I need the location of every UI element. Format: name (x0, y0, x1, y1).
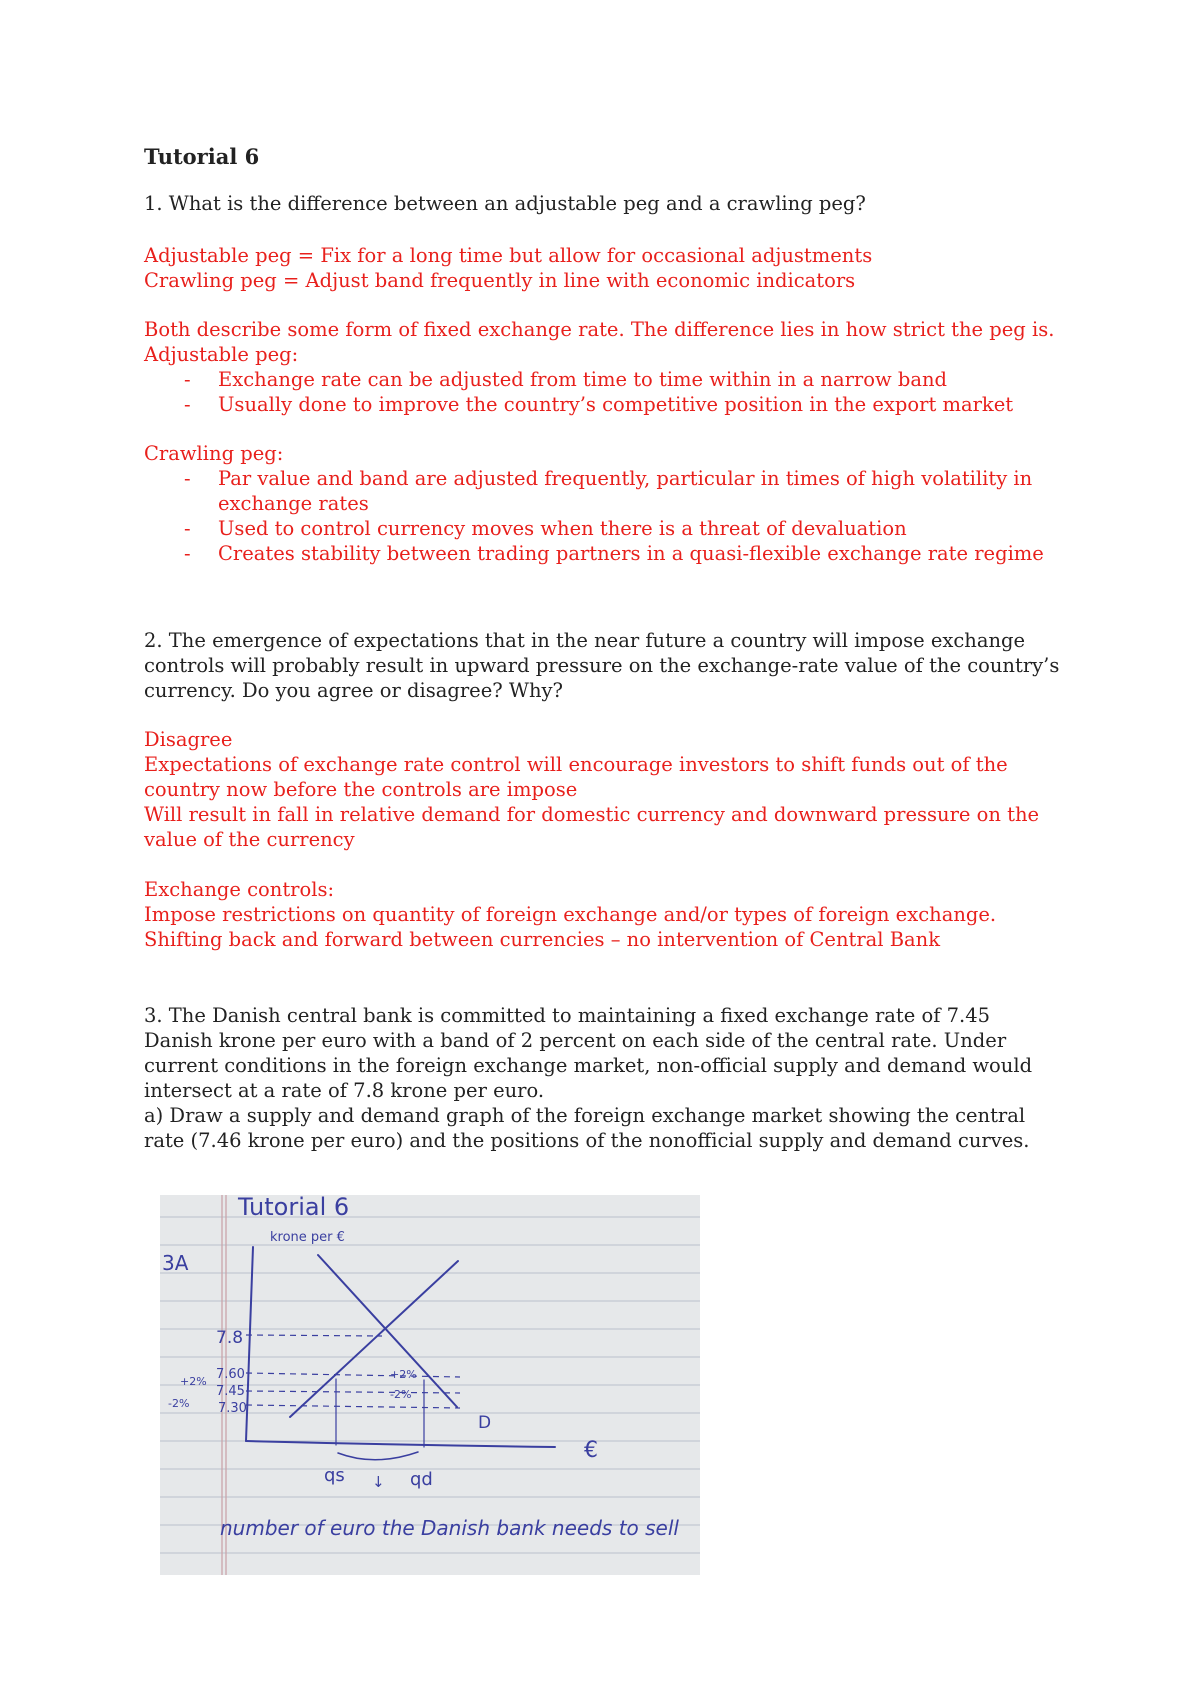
rate-7-30: 7.30 (218, 1401, 247, 1416)
qs-label: qs (324, 1465, 345, 1486)
band-minus-label: -2% (390, 1388, 412, 1401)
adjustable-heading: Adjustable peg: (144, 343, 299, 366)
answer-1-definitions (144, 243, 1064, 293)
question-2-block (144, 628, 1064, 703)
sketch-caption: number of euro the Danish bank needs to sell (220, 1516, 679, 1540)
list-item: - Used to control currency moves when there is a threat of devaluation (144, 516, 1064, 541)
answer-2 (144, 727, 1064, 852)
minus-2-label: -2% (168, 1397, 190, 1410)
arrow-down-icon: ↓ (372, 1473, 385, 1491)
def-crawling-peg: Crawling peg = Adjust band frequently in line with economic indicators (144, 269, 856, 292)
answer-1-crawling (144, 441, 1064, 566)
question-2: 2. The emergence of expectations that in the near future a country will impose exchange controls will probably result in upward pressure on the exchange-rate value of the country’s currency. Do you agree or disagree? Why? (144, 629, 1060, 702)
question-3-block (144, 1003, 1064, 1153)
crawling-points (144, 466, 1064, 566)
crawling-heading: Crawling peg: (144, 442, 284, 465)
rate-7-45: 7.45 (216, 1384, 245, 1399)
y-axis-label: krone per € (270, 1230, 345, 1245)
page-title: Tutorial 6 (144, 144, 260, 169)
question-3-intro: 3. The Danish central bank is committed to maintaining a fixed exchange rate of 7.45 Danish krone per euro with a band of 2 percent on each side of the central rate. Under current conditions in the foreign exchange market, non-official supply and demand would intersect at a rate of 7.8 krone per euro. (144, 1004, 1033, 1102)
list-item: - Usually done to improve the country’s competitive position in the export market (144, 392, 1064, 417)
demand-curve-label: D (478, 1413, 492, 1433)
question-1-block (144, 191, 1064, 216)
adjustable-points (144, 367, 1064, 417)
controls-line-2: Shifting back and forward between currencies – no intervention of Central Bank (144, 928, 941, 951)
label-3a: 3A (162, 1251, 189, 1275)
def-adjustable-peg: Adjustable peg = Fix for a long time but allow for occasional adjustments (144, 244, 873, 267)
qd-label: qd (410, 1469, 433, 1490)
question-3-part-a: a) Draw a supply and demand graph of the foreign exchange market showing the central rate (7.46 krone per euro) and the positions of the nonofficial supply and demand curves. (144, 1104, 1030, 1152)
plus-2-label: +2% (180, 1375, 207, 1388)
answer-1-explanation (144, 317, 1064, 417)
controls-line-1: Impose restrictions on quantity of foreign exchange and/or types of foreign exchange. (144, 903, 997, 926)
question-1: 1. What is the difference between an adjustable peg and a crawling peg? (144, 192, 866, 215)
exchange-controls (144, 877, 1064, 952)
answer-2-reason-2: Will result in fall in relative demand for domestic currency and downward pressure on the value of the currency (144, 803, 1040, 851)
list-item: - Par value and band are adjusted frequently, particular in times of high volatility in exchange rates (144, 466, 1064, 516)
handwritten-graph-photo (160, 1195, 700, 1575)
answer-2-verdict: Disagree (144, 728, 233, 751)
x-axis-label: € (584, 1438, 598, 1463)
list-item: - Creates stability between trading partners in a quasi-flexible exchange rate regime (144, 541, 1064, 566)
rate-7-60: 7.60 (216, 1367, 245, 1382)
rate-7-8: 7.8 (216, 1328, 244, 1348)
controls-heading: Exchange controls: (144, 878, 335, 901)
answer-2-reason-1: Expectations of exchange rate control will encourage investors to shift funds out of the country now before the controls are impose (144, 753, 1008, 801)
sketch-heading: Tutorial 6 (238, 1195, 350, 1221)
list-item: - Exchange rate can be adjusted from time to time within in a narrow band (144, 367, 1064, 392)
both-description: Both describe some form of fixed exchange rate. The difference lies in how strict the peg is. (144, 318, 1055, 341)
band-plus-label: +2% (390, 1368, 417, 1381)
